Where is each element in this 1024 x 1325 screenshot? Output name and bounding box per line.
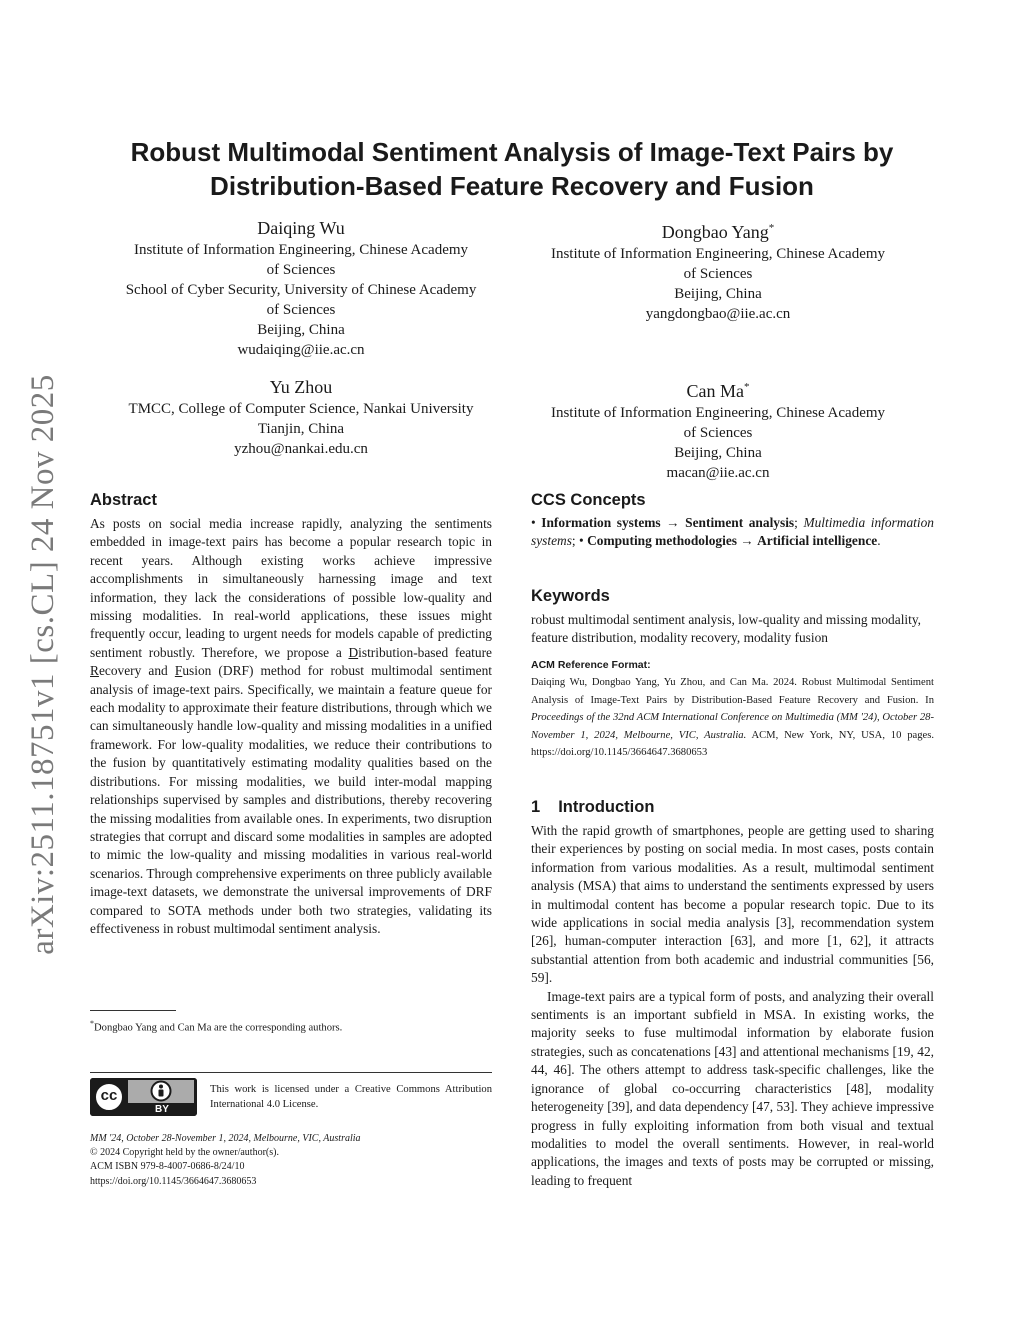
author-block-2 — [512, 216, 924, 324]
author-affiliation: of Sciences — [266, 262, 336, 278]
author-affiliation: of Sciences — [683, 425, 753, 441]
keywords-text: robust multimodal sentiment analysis, low-quality and missing modality, feature distribution, modality recovery, modality fusion — [531, 612, 922, 646]
intro-heading: 1 Introduction — [531, 798, 655, 816]
paper-title — [90, 135, 934, 203]
ccs-concepts: • Information systems → Sentiment analysis; Multimedia information systems; • Computing methodologies → Artificial intelligence. — [531, 515, 934, 549]
author-name: Daiqing Wu — [257, 218, 345, 238]
author-block-3 — [90, 375, 512, 459]
author-affiliation: Institute of Information Engineering, Chinese Academy — [133, 242, 469, 258]
acm-ref-heading: ACM Reference Format: — [531, 659, 651, 671]
isbn-line: ACM ISBN 979-8-4007-0686-8/24/10 — [90, 1161, 245, 1173]
title-line-2: Distribution-Based Feature Recovery and Fusion — [210, 171, 814, 201]
corresponding-mark: * — [744, 381, 750, 393]
license-text: This work is licensed under a Creative Commons Attribution International 4.0 License. — [210, 1084, 492, 1110]
author-location: Beijing, China — [674, 445, 762, 461]
acm-ref-text: Daiqing Wu, Dongbao Yang, Yu Zhou, and Can Ma. 2024. Robust Multimodal Sentiment Analysis of Image-Text Pairs by Distribution-Based Feature Recovery and Fusion. In Proceedings of the 32nd ACM International Conference on Multimedia (MM '24), October 28-November 1, 2024, Melbourne, VIC, Australia. ACM, New York, NY, USA, 10 pages. https://doi.org/10.1145/3664647.3680653 — [531, 677, 934, 759]
author-affiliation: TMCC, College of Computer Science, Nankai University — [128, 401, 474, 417]
doi-line[interactable]: https://doi.org/10.1145/3664647.3680653 — [90, 1175, 257, 1187]
author-affiliation: of Sciences — [683, 266, 753, 282]
title-line-1: Robust Multimodal Sentiment Analysis of Image-Text Pairs by — [130, 137, 894, 167]
author-name: Yu Zhou — [269, 377, 333, 397]
ccs-heading: CCS Concepts — [531, 491, 646, 509]
arxiv-stamp — [18, 370, 68, 958]
author-block-4 — [512, 375, 924, 483]
author-name: Can Ma* — [686, 381, 750, 401]
corresponding-mark: * — [768, 222, 775, 234]
copyright-line: © 2024 Copyright held by the owner/author(s). — [90, 1147, 279, 1159]
author-email[interactable]: yzhou@nankai.edu.cn — [234, 441, 368, 457]
author-email[interactable]: wudaiqing@iie.ac.cn — [237, 342, 365, 358]
author-location: Tianjin, China — [257, 421, 345, 437]
by-icon-label: BY — [155, 1104, 169, 1115]
author-name: Dongbao Yang* — [661, 222, 775, 242]
footnote: *Dongbao Yang and Can Ma are the corresponding authors. — [90, 1019, 343, 1034]
license-rule — [90, 1072, 492, 1073]
keywords-heading: Keywords — [531, 587, 610, 605]
author-affiliation: Institute of Information Engineering, Chinese Academy — [550, 405, 886, 421]
author-email[interactable]: yangdongbao@iie.ac.cn — [645, 306, 791, 322]
conference-line: MM '24, October 28-November 1, 2024, Melbourne, VIC, Australia — [90, 1133, 361, 1144]
author-email[interactable]: macan@iie.ac.cn — [666, 465, 770, 481]
abstract-text: As posts on social media increase rapidly, analyzing the sentiments embedded in image-text pairs has become a popular research topic in recent years. Although existing works achieve impressive accomplishments in simultaneously harnessing image and text information, they lack the considerations of possible low-quality and missing modalities. In real-world applications, these issues might frequently occur, leading to urgent needs for models capable of predicting sentiment robustly. Therefore, we propose a Distribution-based feature Recovery and Fusion (DRF) method for robust multimodal sentiment analysis of image-text pairs. Specifically, we maintain a feature queue for each modality to approximate their feature distributions, through which we can simultaneously handle low-quality and missing modalities in a unified framework. For low-quality modalities, we reduce their contributions to the fusion by quantitatively estimating modality qualities based on the distributions. For missing modalities, we build inter-modal mapping relationships supervised by samples and distributions, thereby recovering the missing modalities from available ones. In experiments, two disruption strategies that corrupt and discard some modalities in samples are adopted to mimic the low-quality and missing modalities in various real-world scenarios. Through comprehensive experiments on three publicly available image-text datasets, we demonstrate the universal improvements of DRF compared to SOTA methods under both two strategies, validating its effectiveness in robust multimodal sentiment analysis. — [90, 516, 493, 936]
intro-paragraph-2: Image-text pairs are a typical form of posts, and analyzing their overall sentiments is an important subfield in MSA. In existing works, the majority seeks to fuse multimodal information by elaborate fusion strategies, such as concatenations [43] and attentional mechanisms [19, 42, 44, 46]. The others attempt to address task-specific challenges, like the ignorance of global co-occurring characteristics [48], modality heterogeneity [39], and data dependency [47, 53]. They achieve impressive progress in fully exploiting information from both visual and textual modalities to model the overall sentiments. However, in real-world applications, the images and texts of posts may be corrupted or missing, leading to frequent — [531, 988, 934, 1188]
abstract-heading: Abstract — [90, 491, 157, 509]
author-location: Beijing, China — [257, 322, 345, 338]
cc-icon-label: cc — [100, 1087, 118, 1104]
author-affiliation: Institute of Information Engineering, Chinese Academy — [550, 246, 886, 262]
intro-paragraph-1: With the rapid growth of smartphones, people are getting used to sharing their experiences by posting on social media. In most cases, posts contain information from various modalities. As a result, multimodal sentiment analysis (MSA) that aims to understand the sentiments expressed by users in multimodal content has become a popular research topic. Due to its wide applications in social media analysis [3], recommendation system [26], human-computer interaction [63], and more [1, 62], it attracts substantial attention from both academic and industrial communities [56, 59]. — [531, 823, 934, 986]
author-location: Beijing, China — [674, 286, 762, 302]
author-block-1 — [90, 216, 512, 360]
author-affiliation: of Sciences — [266, 302, 336, 318]
footnote-rule — [90, 1010, 176, 1011]
intro-text — [531, 822, 934, 1190]
author-affiliation: School of Cyber Security, University of Chinese Academy — [125, 282, 477, 298]
publication-info — [90, 1132, 492, 1189]
arxiv-id: arXiv:2511.18751v1 [cs.CL] 24 Nov 2025 — [24, 373, 61, 955]
